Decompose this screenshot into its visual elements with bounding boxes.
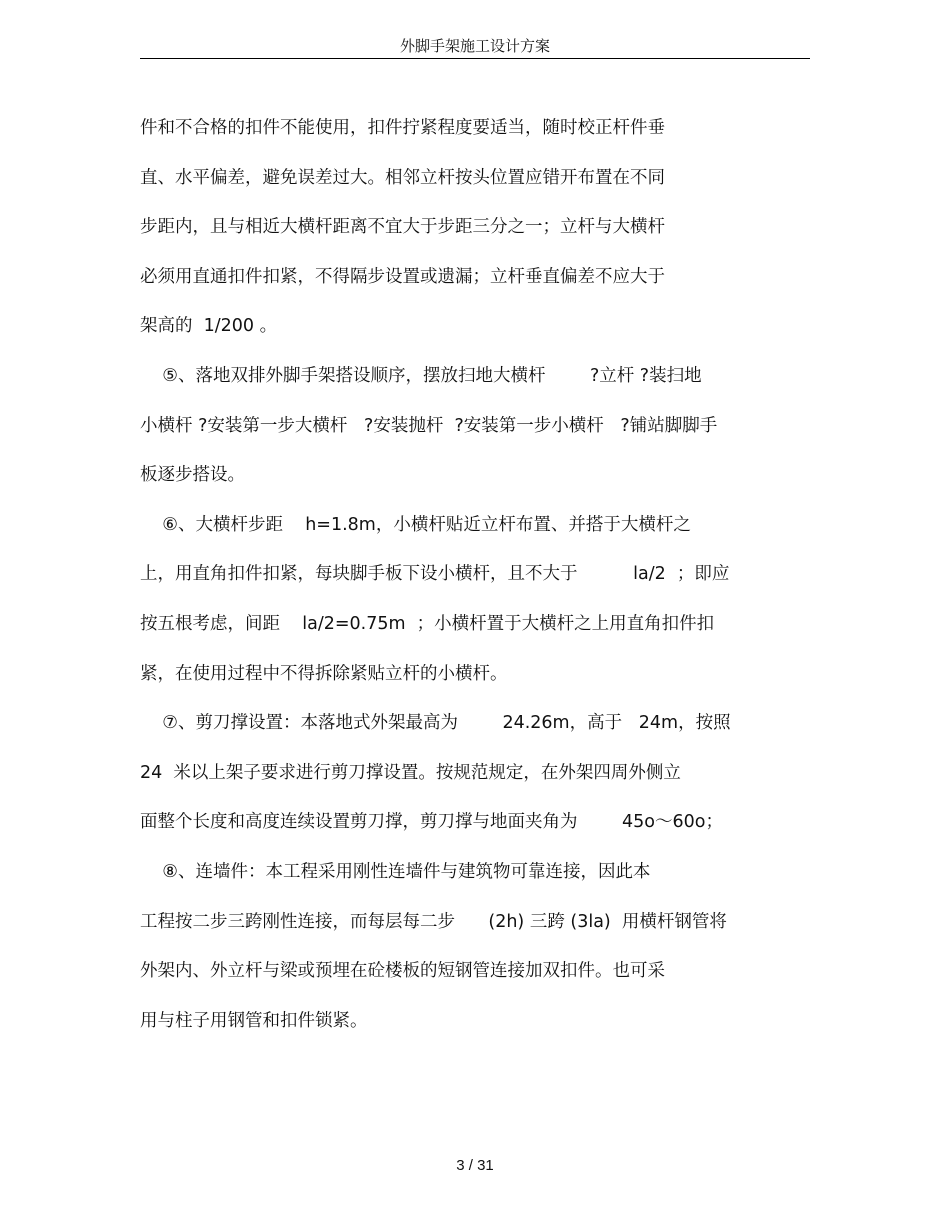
text-line: 板逐步搭设。 [140,465,245,486]
text-line: 工程按二步三跨刚性连接，而每层每二步 (2h) 三跨 (3la) 用横杆钢管将 [140,911,727,932]
page-header-title: 外脚手架施工设计方案 [399,37,550,55]
text-line: 上，用直角扣件扣紧，每块脚手板下设小横杆，且不大于 la/2 ；即应 [140,564,730,585]
page-number: 3 / 31 [456,1157,494,1174]
text-line: 直、水平偏差，避免误差过大。相邻立杆按头位置应错开布置在不同 [140,167,665,188]
text-line: 件和不合格的扣件不能使用，扣件拧紧程度要适当，随时校正杆件垂 [140,118,665,138]
header-divider [140,58,810,59]
text-line: 按五根考虑，间距 la/2=0.75m ；小横杆置于大横杆之上用直角扣件扣 [140,613,715,634]
text-line: 架高的 1/200 。 [140,316,278,337]
text-line: 紧，在使用过程中不得拆除紧贴立杆的小横杆。 [140,663,508,684]
text-line: ⑥、大横杆步距 h=1.8m，小横杆贴近立杆布置、并搭于大横杆之 [140,514,691,535]
text-line: ⑤、落地双排外脚手架搭设顺序，摆放扫地大横杆 ?立杆 ?装扫地 [140,365,702,386]
document-body [140,104,820,1046]
text-line: ⑦、剪刀撑设置：本落地式外架最高为 24.26m，高于 24m，按照 [140,713,731,734]
text-line: 小横杆 ?安装第一步大横杆 ?安装抛杆 ?安装第一步小横杆 ?铺站脚脚手 [140,415,718,436]
text-line: 用与柱子用钢管和扣件锁紧。 [140,1010,368,1031]
text-line: ⑧、连墙件：本工程采用刚性连墙件与建筑物可靠连接，因此本 [140,861,651,882]
text-line: 面整个长度和高度连续设置剪刀撑，剪刀撑与地面夹角为 45o～60o； [140,812,723,833]
text-line: 24 米以上架子要求进行剪刀撑设置。按规范规定，在外架四周外侧立 [140,762,681,783]
text-line: 必须用直通扣件扣紧，不得隔步设置或遗漏；立杆垂直偏差不应大于 [140,266,665,287]
text-line: 步距内，且与相近大横杆距离不宜大于步距三分之一；立杆与大横杆 [140,217,665,238]
text-line: 外架内、外立杆与梁或预埋在砼楼板的短钢管连接加双扣件。也可采 [140,961,665,982]
